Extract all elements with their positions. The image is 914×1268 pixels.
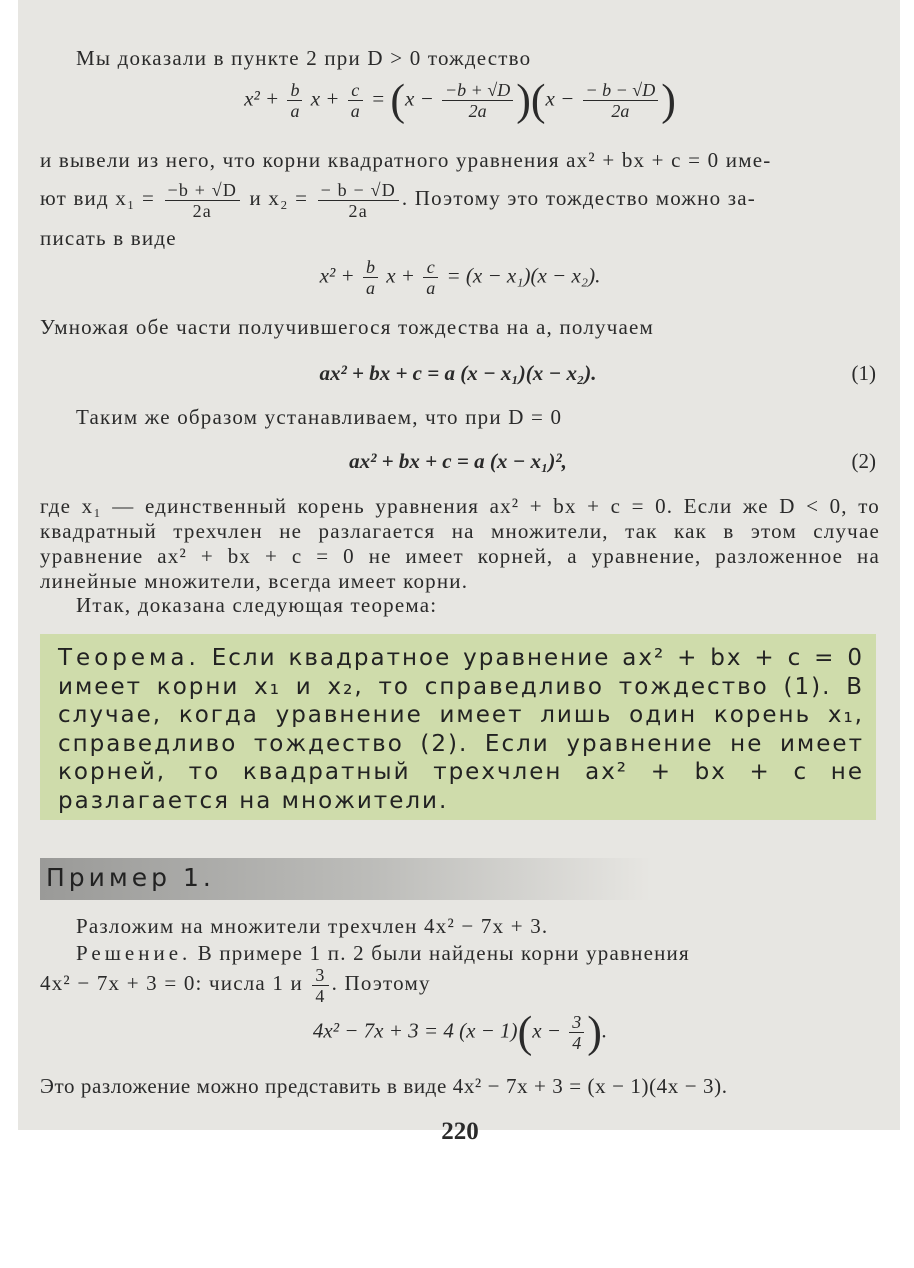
identity-formula-a: x² + $\frac{b}{a}$ x + $\frac{c}{a}$ = (x − $\frac{-b + √D}{2a}$ )(x − $\frac{- b - √D}{2a}$ ) — [244, 75, 676, 125]
example-solution-line1: Решение. В примере 1 п. 2 были найдены корни уравнения — [76, 941, 690, 965]
theorem-label: Теорема. — [58, 645, 200, 671]
theorem-text: Теорема. Если квадратное уравнение ax² + bx + c = 0 имеет корни x₁ и x₂, то справедливо тождество (1). В случае, когда уравнение имеет лишь один корень x₁, справедливо тождество (2). Если уравнение не имеет корней, то квадратный трехчлен ax² + bx + c не разлагается на множители. — [58, 645, 864, 814]
example-solution-line2: 4x² − 7x + 3 = 0: числа 1 и $\frac{3}{4}$ . Поэтому — [40, 964, 431, 1006]
roots-paragraph-line3: писать в виде — [40, 226, 177, 250]
intro-paragraph: Мы доказали в пункте 2 при D > 0 тождество — [76, 46, 532, 70]
single-root-paragraph: где x₁ — единственный корень уравнения ax² + bx + c = 0. Если же D < 0, то квадратный трехчлен не разлагается на множители, так как в этом случае уравнение ax² + bx + c = 0 не имеет корней, а уравнение, разложенное на линейные множители, всегда имеет корни. — [40, 494, 880, 593]
example-heading: Пример 1. — [40, 858, 652, 900]
theorem-box — [40, 634, 876, 820]
multiply-paragraph: Умножая обе части получившегося тождества на a, получаем — [40, 315, 654, 339]
identity-1: ax² + bx + c = a (x − x₁)(x − x₂). (1) — [40, 358, 876, 388]
equation-number-2: (2) — [851, 449, 876, 473]
example-task: Разложим на множители трехчлен 4x² − 7x + 3. — [76, 914, 549, 938]
solution-label: Решение. — [76, 941, 192, 965]
roots-paragraph-line1: и вывели из него, что корни квадратного уравнения ax² + bx + c = 0 име- — [40, 148, 772, 172]
factorization-formula: 4x² − 7x + 3 = 4 (x − 1)(x − $\frac{3}{4}$ ). — [312, 1007, 608, 1057]
identity-2: ax² + bx + c = a (x − x₁)², (2) — [40, 446, 876, 476]
page-number: 220 — [441, 1118, 479, 1145]
theorem-intro: Итак, доказана следующая теорема: — [76, 593, 438, 617]
alternative-factorization: Это разложение можно представить в виде 4x² − 7x + 3 = (x − 1)(4x − 3). — [40, 1074, 728, 1098]
identity-formula-b: x² + $\frac{b}{a}$ x + $\frac{c}{a}$ = (x − x₁)(x − x₂). — [319, 257, 601, 298]
d-zero-paragraph: Таким же образом устанавливаем, что при D = 0 — [76, 405, 563, 429]
equation-number-1: (1) — [851, 361, 876, 385]
roots-paragraph-line2: ют вид x₁ = $\frac{-b + √D}{2a}$ и x₂ = $\frac{- b - √D}{2a}$ . Поэтому это тождество можно за- — [40, 179, 756, 221]
